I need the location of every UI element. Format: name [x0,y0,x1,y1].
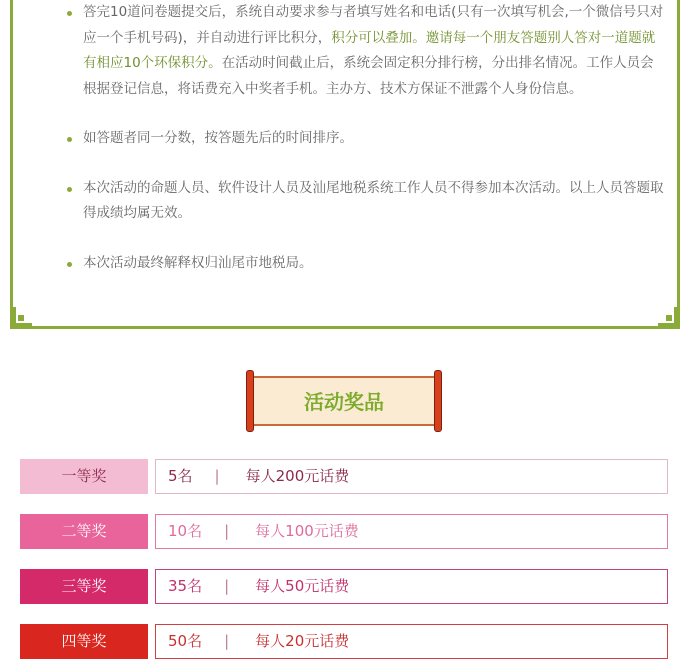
prize-reward: 每人100元话费 [255,522,359,540]
rules-frame [10,0,680,329]
prize-label: 三等奖 [20,569,148,604]
rule-text: 本次活动的命题人员、软件设计人员及汕尾地税系统工作人员不得参加本次活动。以上人员答题取得成绩均属无效。 [83,179,664,221]
prize-row [20,569,668,604]
rule-item [65,176,665,227]
prize-label: 二等奖 [20,514,148,549]
prize-row [20,514,668,549]
rule-text: 答完10道问卷题提交后，系统自动要求参与者填写姓名和电话(只有一次填写机会,一个微信号只对应一个手机号码)，并自动进行评比积分， [83,4,664,46]
separator: | [214,467,220,485]
rule-text: 本次活动最终解释权归汕尾市地税局。 [83,254,313,271]
prize-count: 10名 [168,522,203,540]
rule-text: 在活动时间截止后，系统会固定积分排行榜，分出排名情况。工作人员会根据登记信息，将话费充入中奖者手机。主办方、技术方保证不泄露个人身份信息。 [83,55,654,97]
separator: | [224,577,230,595]
prize-detail [155,569,668,604]
prize-reward: 每人50元话费 [255,577,350,595]
prize-label: 一等奖 [20,459,148,494]
corner-ornament-icon [658,307,680,329]
separator: | [224,522,230,540]
prize-detail [155,459,668,494]
prize-reward: 每人200元话费 [245,467,350,485]
rule-text: 如答题者同一分数，按答题先后的时间排序。 [83,130,353,146]
prize-row [20,624,668,659]
section-title: 活动奖品 [304,390,384,414]
rules-list [65,0,665,300]
prize-detail [155,624,668,659]
prize-count: 50名 [168,632,203,650]
prize-count: 5名 [168,467,193,485]
section-title-scroll [244,370,444,432]
prize-label: 四等奖 [20,624,148,659]
prize-count: 35名 [168,577,203,595]
rule-item [65,126,665,152]
separator: | [224,632,230,650]
rule-highlight: 积分可以叠加。邀请每一个朋友答题别人答对一道题就有相应10个环保积分。 [83,29,656,71]
rule-item [65,0,665,102]
prize-detail [155,514,668,549]
prize-reward: 每人20元话费 [255,632,350,650]
prize-row [20,459,668,494]
rule-item [65,251,665,277]
corner-ornament-icon [10,307,32,329]
